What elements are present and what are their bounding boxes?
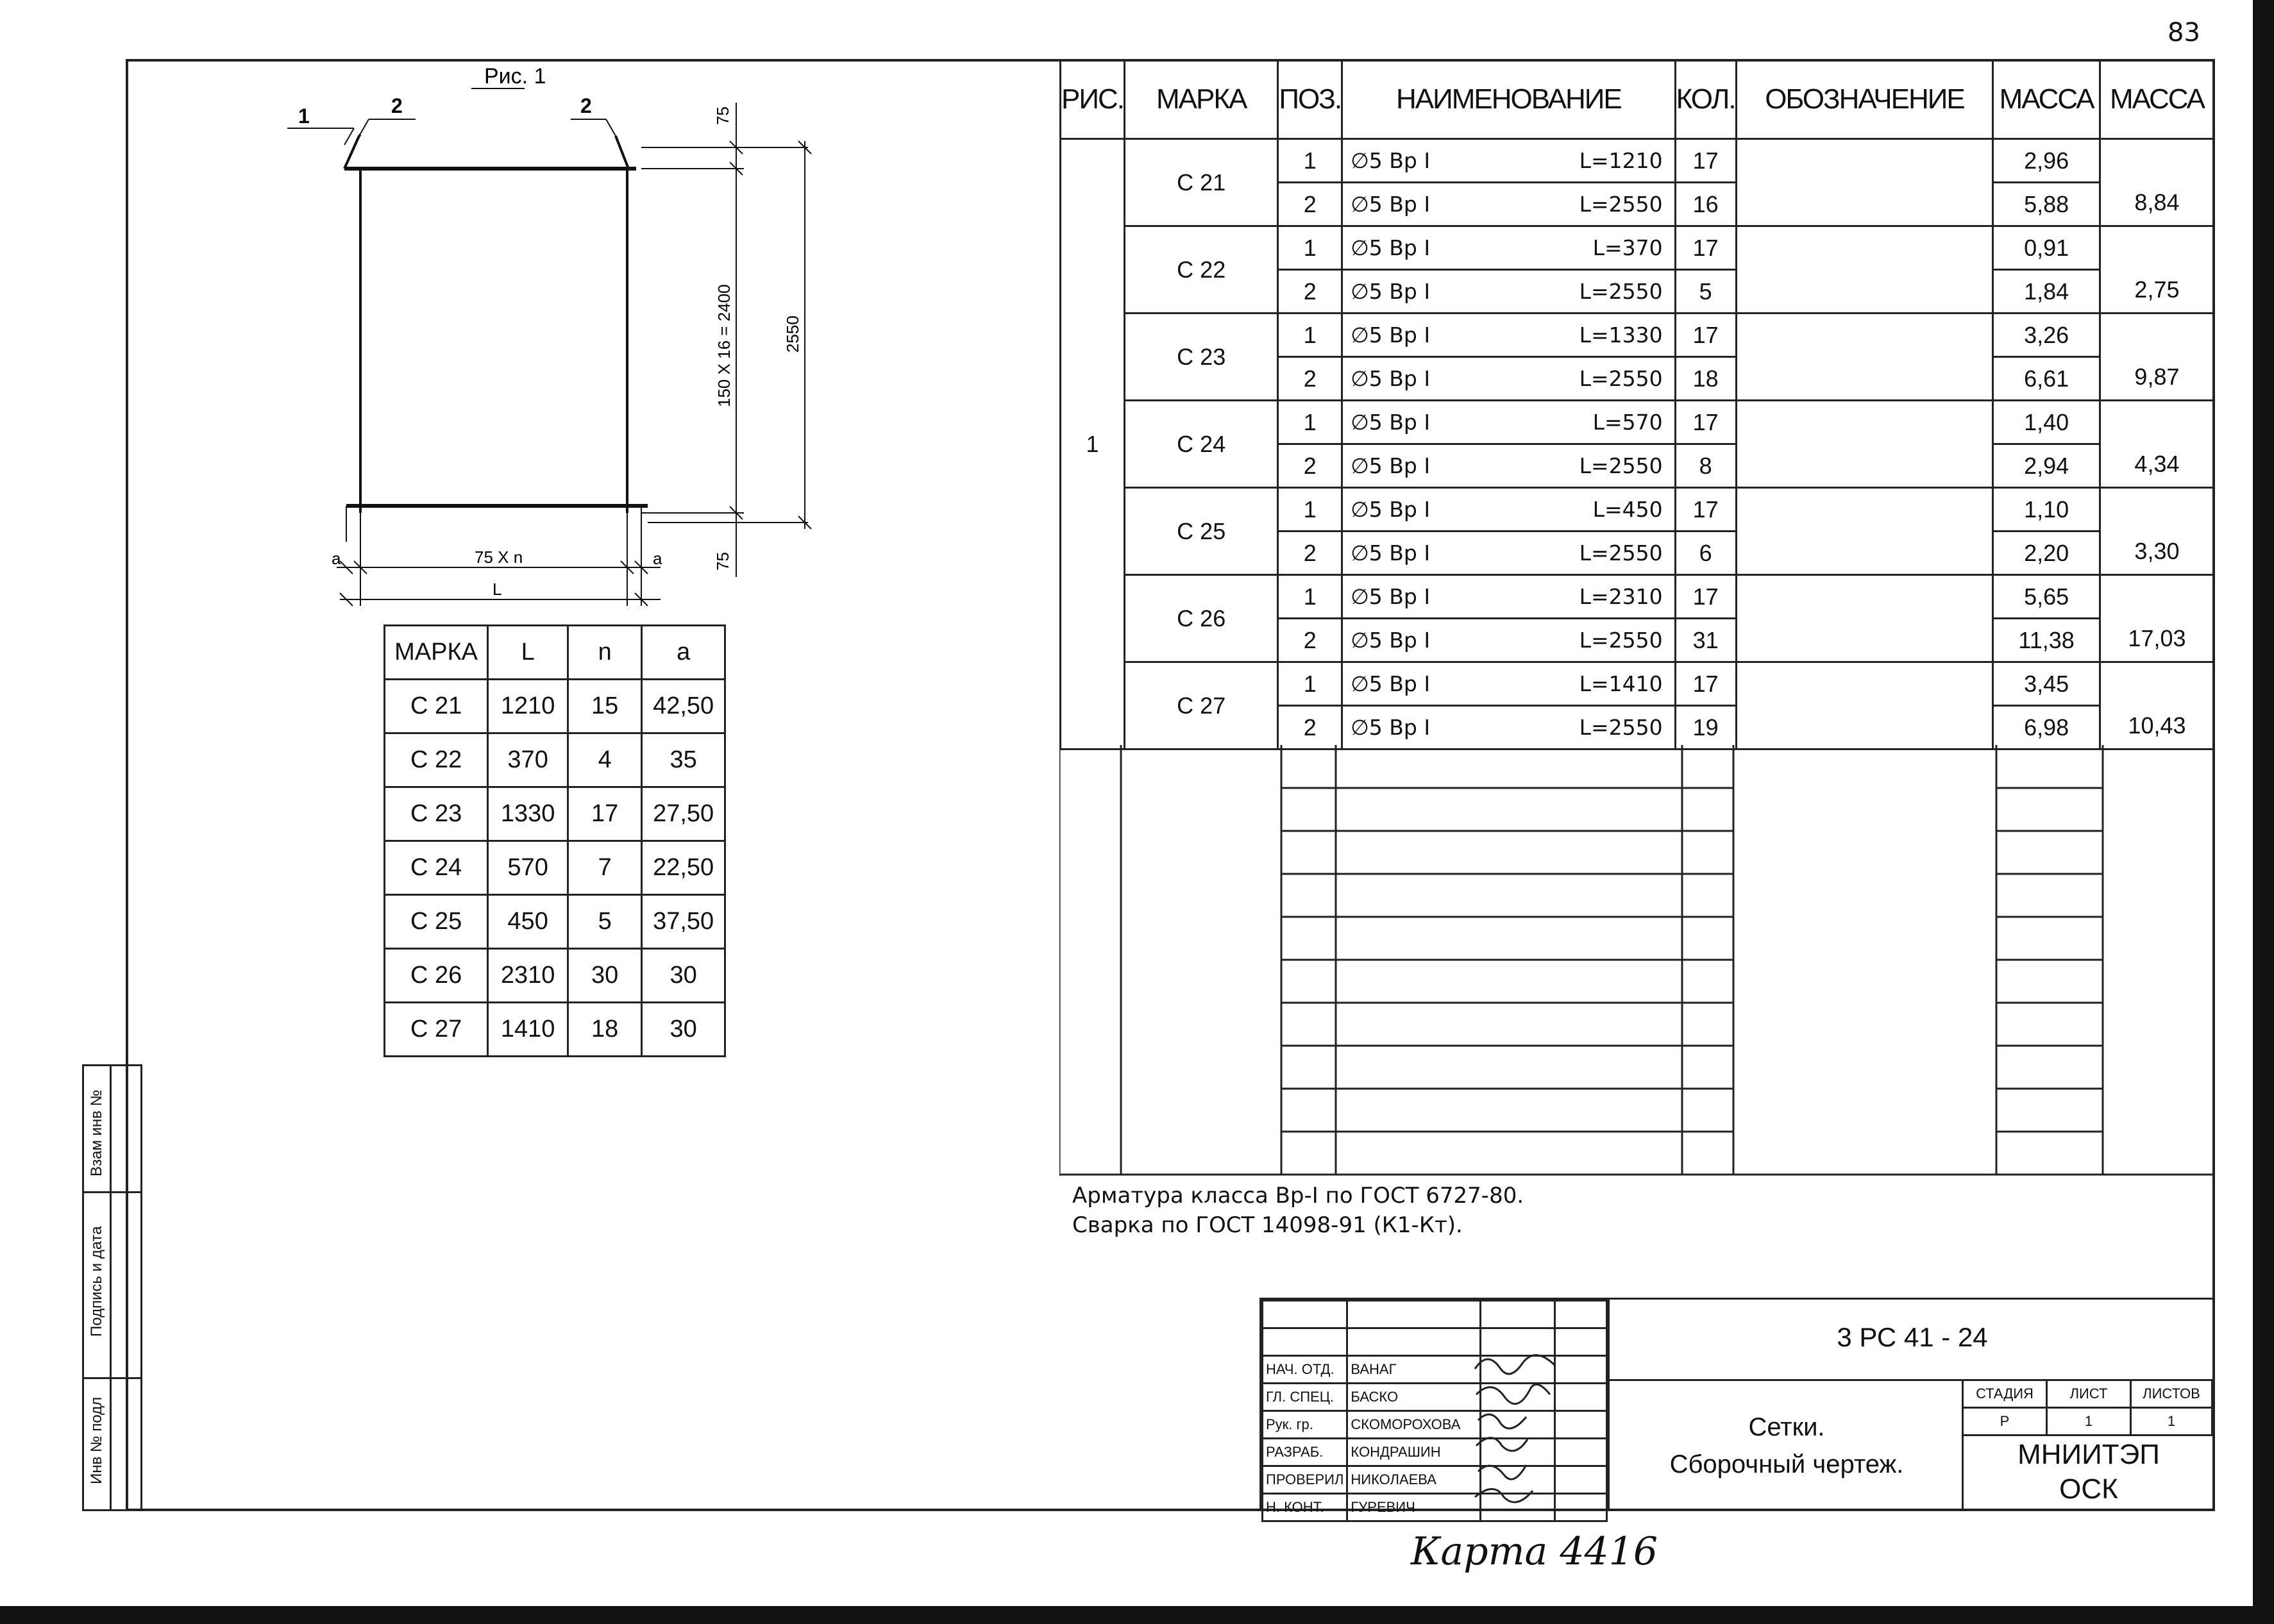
signer-role: ПРОВЕРИЛ (1263, 1466, 1347, 1494)
legend-header-row (385, 626, 725, 680)
spec-name: ∅5 Вр I L=1210 (1342, 139, 1676, 183)
legend-row (385, 680, 725, 733)
drawing-title (1612, 1409, 1962, 1483)
legend-row (385, 841, 725, 895)
spec-mass: 6,98 (1993, 706, 2100, 749)
spec-code (1736, 575, 1993, 662)
spec-fig-number: 1 (1061, 139, 1125, 749)
side-stamp-replaced: Взам инв № (88, 1089, 105, 1176)
spec-qty: 5 (1675, 270, 1736, 314)
legend-cell: 15 (568, 680, 642, 733)
spec-mass-total: 10,43 (2100, 662, 2214, 749)
spec-header-mark: МАРКА (1124, 60, 1277, 139)
spec-qty: 17 (1675, 314, 1736, 357)
spec-qty: 17 (1675, 139, 1736, 183)
spec-name: ∅5 Вр I L=2550 (1342, 706, 1676, 749)
legend-cell: 1330 (488, 787, 568, 841)
sheet-value: 1 (2047, 1408, 2131, 1436)
spec-mass: 2,96 (1993, 139, 2100, 183)
spec-table (1059, 59, 2215, 750)
spec-pos: 2 (1278, 619, 1342, 662)
legend-cell: 1410 (488, 1003, 568, 1057)
spec-pos: 1 (1278, 314, 1342, 357)
legend-cell: 1210 (488, 680, 568, 733)
spec-mark: С 27 (1124, 662, 1277, 749)
legend-cell: 42,50 (642, 680, 725, 733)
spec-mass-total: 4,34 (2100, 401, 2214, 488)
signer-role: Рук. гр. (1263, 1411, 1347, 1439)
spec-mass: 3,26 (1993, 314, 2100, 357)
signer-name: ВАНАГ (1347, 1356, 1480, 1384)
doc-code: 3 РС 41 - 24 (1837, 1322, 1988, 1352)
signer-role: ГЛ. СПЕЦ. (1263, 1384, 1347, 1411)
spec-header-row (1061, 60, 2214, 139)
spec-code (1736, 488, 1993, 575)
legend-cell: 22,50 (642, 841, 725, 895)
spec-mass: 5,88 (1993, 183, 2100, 226)
legend-row (385, 949, 725, 1003)
spec-header-code: ОБОЗНАЧЕНИЕ (1736, 60, 1993, 139)
spec-name: ∅5 Вр I L=2550 (1342, 357, 1676, 401)
legend-cell: 30 (642, 949, 725, 1003)
scan-edge-right (2253, 0, 2274, 1624)
signer-name: ГУРЕВИЧ (1347, 1494, 1480, 1521)
spec-qty: 17 (1675, 662, 1736, 706)
organization-line1: МНИИТЭП (2017, 1439, 2160, 1470)
legend-cell: 7 (568, 841, 642, 895)
legend-header-n: n (568, 626, 642, 680)
legend-cell: 37,50 (642, 895, 725, 949)
legend-row (385, 895, 725, 949)
spec-mass: 0,91 (1993, 226, 2100, 270)
spec-name: ∅5 Вр I L=2550 (1342, 444, 1676, 488)
spec-pos: 2 (1278, 270, 1342, 314)
signer-role: НАЧ. ОТД. (1263, 1356, 1347, 1384)
spec-qty: 16 (1675, 183, 1736, 226)
spec-pos: 1 (1278, 139, 1342, 183)
side-stamp (82, 1064, 142, 1511)
spec-pos: 1 (1278, 662, 1342, 706)
spec-mass: 3,45 (1993, 662, 2100, 706)
legend-row (385, 787, 725, 841)
dim-span: 75 Х n (475, 548, 523, 567)
spec-name: ∅5 Вр I L=2550 (1342, 270, 1676, 314)
spec-name: ∅5 Вр I L=1410 (1342, 662, 1676, 706)
spec-row (1061, 575, 2214, 619)
mesh-drawing (257, 64, 834, 628)
stage-value: Р (1963, 1408, 2047, 1436)
signer-name: НИКОЛАЕВА (1347, 1466, 1480, 1494)
spec-row (1061, 488, 2214, 532)
spec-empty-rows (1059, 745, 2215, 1176)
callout-1: 1 (298, 105, 310, 128)
signer-name: КОНДРАШИН (1347, 1439, 1480, 1466)
spec-header-mass-total: МАССА (2100, 60, 2214, 139)
legend-cell: 17 (568, 787, 642, 841)
stage-table (1962, 1379, 2213, 1436)
spec-name: ∅5 Вр I L=570 (1342, 401, 1676, 444)
spec-row (1061, 226, 2214, 270)
spec-name: ∅5 Вр I L=370 (1342, 226, 1676, 270)
signer-name: БАСКО (1347, 1384, 1480, 1411)
spec-code (1736, 226, 1993, 314)
note-welding: Сварка по ГОСТ 14098-91 (К1-Кт). (1072, 1212, 1463, 1238)
scan-edge-bottom (0, 1606, 2274, 1624)
spec-code (1736, 401, 1993, 488)
sheets-value: 1 (2131, 1408, 2212, 1436)
sheet-label: ЛИСТ (2047, 1380, 2131, 1408)
sheets-label: ЛИСТОВ (2131, 1380, 2212, 1408)
spec-mass-total: 17,03 (2100, 575, 2214, 662)
figure-title: Рис. 1 (484, 64, 546, 88)
spec-pos: 2 (1278, 444, 1342, 488)
legend-table (383, 624, 726, 1057)
legend-cell: С 25 (385, 895, 488, 949)
spec-mark: С 22 (1124, 226, 1277, 314)
legend-row (385, 1003, 725, 1057)
spec-mass: 1,84 (1993, 270, 2100, 314)
spec-mass: 1,10 (1993, 488, 2100, 532)
spec-mass-total: 8,84 (2100, 139, 2214, 226)
spec-code (1736, 314, 1993, 401)
spec-mass: 11,38 (1993, 619, 2100, 662)
legend-cell: 30 (642, 1003, 725, 1057)
spec-mark: С 21 (1124, 139, 1277, 226)
spec-mark: С 25 (1124, 488, 1277, 575)
title-block (1259, 1298, 2215, 1515)
spec-pos: 1 (1278, 401, 1342, 444)
legend-cell: С 27 (385, 1003, 488, 1057)
spec-qty: 19 (1675, 706, 1736, 749)
signatures-scribble (1469, 1343, 1571, 1510)
spec-qty: 17 (1675, 575, 1736, 619)
spec-code (1736, 662, 1993, 749)
spec-row (1061, 314, 2214, 357)
spec-mass-total: 9,87 (2100, 314, 2214, 401)
spec-code (1736, 139, 1993, 226)
legend-cell: С 26 (385, 949, 488, 1003)
spec-mass-total: 3,30 (2100, 488, 2214, 575)
dim-inner: 150 Х 16 = 2400 (714, 284, 734, 407)
callout-2-right: 2 (580, 94, 592, 117)
dim-top-75: 75 (713, 106, 732, 125)
legend-header-a: a (642, 626, 725, 680)
spec-header-pos: ПОЗ. (1278, 60, 1342, 139)
legend-cell: С 21 (385, 680, 488, 733)
signer-role: Н. КОНТ. (1263, 1494, 1347, 1521)
side-stamp-signature: Подпись и дата (88, 1226, 105, 1337)
legend-cell: 370 (488, 733, 568, 787)
spec-pos: 2 (1278, 532, 1342, 575)
drawing-title-line1: Сетки. (1748, 1413, 1825, 1441)
spec-pos: 1 (1278, 488, 1342, 532)
spec-mass: 2,20 (1993, 532, 2100, 575)
organization-line2: ОСК (2059, 1473, 2118, 1505)
legend-header-l: L (488, 626, 568, 680)
spec-qty: 17 (1675, 488, 1736, 532)
spec-mark: С 26 (1124, 575, 1277, 662)
spec-header-fig: РИС. (1061, 60, 1125, 139)
spec-mass: 6,61 (1993, 357, 2100, 401)
legend-cell: 27,50 (642, 787, 725, 841)
organization (1964, 1437, 2213, 1507)
page-number: 83 (2168, 18, 2200, 47)
spec-mass: 1,40 (1993, 401, 2100, 444)
spec-name: ∅5 Вр I L=2550 (1342, 183, 1676, 226)
spec-qty: 31 (1675, 619, 1736, 662)
spec-name: ∅5 Вр I L=1330 (1342, 314, 1676, 357)
legend-cell: 35 (642, 733, 725, 787)
legend-cell: С 22 (385, 733, 488, 787)
notes-block (1072, 1181, 1524, 1240)
spec-qty: 8 (1675, 444, 1736, 488)
spec-mass: 5,65 (1993, 575, 2100, 619)
spec-pos: 2 (1278, 706, 1342, 749)
legend-header-mark: МАРКА (385, 626, 488, 680)
note-rebar: Арматура класса Вр-I по ГОСТ 6727-80. (1072, 1183, 1524, 1209)
spec-pos: 2 (1278, 357, 1342, 401)
spec-header-qty: КОЛ. (1675, 60, 1736, 139)
legend-cell: 570 (488, 841, 568, 895)
legend-cell: 5 (568, 895, 642, 949)
spec-name: ∅5 Вр I L=450 (1342, 488, 1676, 532)
dim-total: 2550 (783, 315, 802, 353)
spec-name: ∅5 Вр I L=2550 (1342, 532, 1676, 575)
spec-qty: 17 (1675, 401, 1736, 444)
dim-length: L (493, 580, 502, 599)
spec-qty: 17 (1675, 226, 1736, 270)
spec-qty: 18 (1675, 357, 1736, 401)
spec-pos: 1 (1278, 575, 1342, 619)
legend-cell: С 23 (385, 787, 488, 841)
spec-row (1061, 401, 2214, 444)
handwritten-note: Карта 4416 (1411, 1529, 1658, 1574)
spec-header-name: НАИМЕНОВАНИЕ (1342, 60, 1676, 139)
legend-row (385, 733, 725, 787)
side-stamp-inventory: Инв № подл (88, 1396, 105, 1484)
stage-label: СТАДИЯ (1963, 1380, 2047, 1408)
spec-row (1061, 662, 2214, 706)
legend-cell: 2310 (488, 949, 568, 1003)
dim-edge-right: a (653, 549, 662, 568)
legend-cell: 4 (568, 733, 642, 787)
dim-edge-left: a (332, 549, 341, 568)
spec-name: ∅5 Вр I L=2550 (1342, 619, 1676, 662)
spec-name: ∅5 Вр I L=2310 (1342, 575, 1676, 619)
spec-mark: С 23 (1124, 314, 1277, 401)
signer-name: СКОМОРОХОВА (1347, 1411, 1480, 1439)
spec-mass: 2,94 (1993, 444, 2100, 488)
spec-pos: 2 (1278, 183, 1342, 226)
drawing-title-line2: Сборочный чертеж. (1669, 1450, 1904, 1478)
spec-row (1061, 139, 2214, 183)
legend-cell: С 24 (385, 841, 488, 895)
spec-pos: 1 (1278, 226, 1342, 270)
legend-cell: 30 (568, 949, 642, 1003)
signer-role: РАЗРАБ. (1263, 1439, 1347, 1466)
spec-mark: С 24 (1124, 401, 1277, 488)
callout-2-left: 2 (391, 94, 403, 117)
legend-cell: 18 (568, 1003, 642, 1057)
dim-bottom-75: 75 (713, 552, 732, 571)
legend-cell: 450 (488, 895, 568, 949)
spec-qty: 6 (1675, 532, 1736, 575)
spec-mass-total: 2,75 (2100, 226, 2214, 314)
spec-header-mass: МАССА (1993, 60, 2100, 139)
